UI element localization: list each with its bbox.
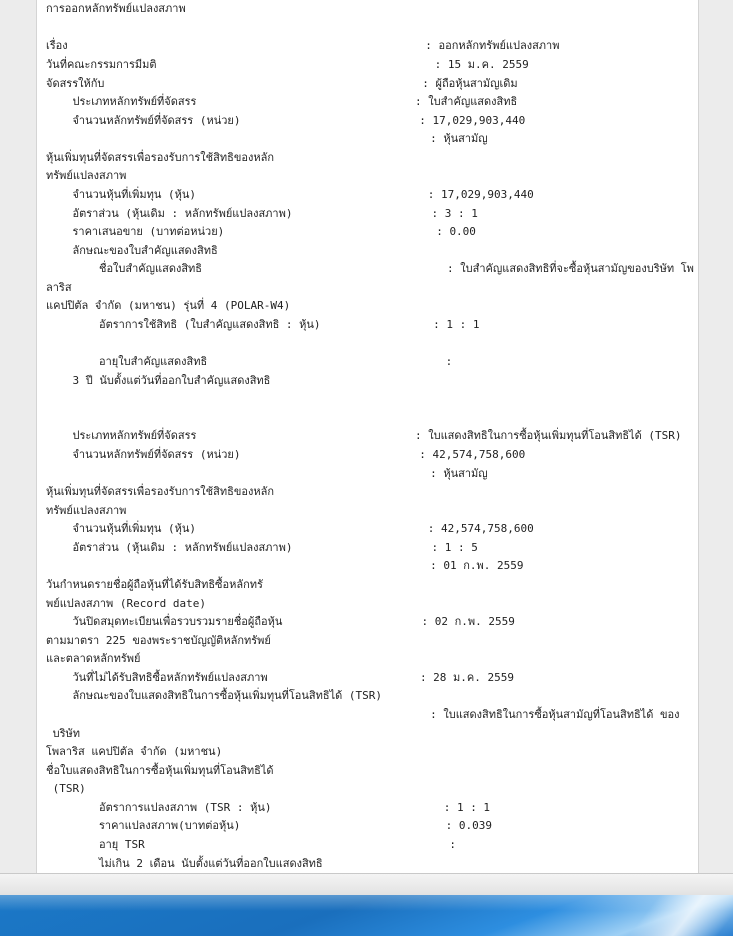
doc-line: จำนวนหุ้นที่เพิ่มทุน (หุ้น) : 17,029,903,440 [46, 188, 534, 201]
doc-line: ราคาแปลงสภาพ(บาทต่อหุ้น) : 0.039 [46, 819, 493, 832]
doc-line: : 01 ก.พ. 2559 [46, 559, 524, 572]
doc-line: และตลาดหลักทรัพย์ [46, 652, 141, 665]
doc-line: ประเภทหลักทรัพย์ที่จัดสรร : ใบสำคัญแสดงสิทธิ [46, 95, 518, 108]
doc-line: : หุ้นสามัญ [46, 132, 488, 145]
doc-line: วันที่คณะกรรมการมีมติ : 15 ม.ค. 2559 [46, 58, 529, 71]
doc-line: (TSR) [46, 782, 86, 795]
doc-line: อัตราส่วน (หุ้นเดิม : หลักทรัพย์แปลงสภาพ) : 3 : 1 [46, 207, 478, 220]
doc-line: ทรัพย์แปลงสภาพ [46, 169, 127, 182]
doc-line: ไม่เกิน 2 เดือน นับตั้งแต่วันที่ออกใบแสดงสิทธิ [46, 857, 323, 870]
doc-line: : ใบแสดงสิทธิในการซื้อหุ้นสามัญที่โอนสิทธิได้ ของ [46, 708, 680, 721]
doc-line: เรื่อง : ออกหลักทรัพย์แปลงสภาพ [46, 39, 560, 52]
doc-line: วันกำหนดรายชื่อผู้ถือหุ้นที่ได้รับสิทธิซื้อหลักทรั [46, 578, 263, 591]
horizontal-scrollbar[interactable] [0, 873, 733, 895]
doc-line: พย์แปลงสภาพ (Record date) [46, 597, 206, 610]
doc-line: ลักษณะของใบสำคัญแสดงสิทธิ [46, 244, 218, 257]
doc-line: ทรัพย์แปลงสภาพ [46, 504, 127, 517]
doc-line: โพลาริส แคปปิตัล จำกัด (มหาชน) [46, 745, 223, 758]
doc-line: บริษัท [46, 727, 81, 740]
doc-line: จำนวนหลักทรัพย์ที่จัดสรร (หน่วย) : 42,574,758,600 [46, 448, 526, 461]
taskbar-highlight [608, 895, 733, 936]
doc-line: อายุ TSR : [46, 838, 456, 851]
doc-line: ราคาเสนอขาย (บาทต่อหน่วย) : 0.00 [46, 225, 476, 238]
doc-line: 3 ปี นับตั้งแต่วันที่ออกใบสำคัญแสดงสิทธิ [46, 374, 271, 387]
doc-line: อายุใบสำคัญแสดงสิทธิ : [46, 355, 453, 368]
doc-line: อัตราส่วน (หุ้นเดิม : หลักทรัพย์แปลงสภาพ) : 1 : 5 [46, 541, 478, 554]
doc-line: : หุ้นสามัญ [46, 467, 488, 480]
doc-line: ชื่อใบแสดงสิทธิในการซื้อหุ้นเพิ่มทุนที่โอนสิทธิได้ [46, 764, 274, 777]
doc-line: ลักษณะของใบแสดงสิทธิในการซื้อหุ้นเพิ่มทุนที่โอนสิทธิได้ (TSR) [46, 689, 382, 702]
taskbar [0, 895, 733, 936]
doc-line: วันปิดสมุดทะเบียนเพื่อรวบรวมรายชื่อผู้ถือหุ้น : 02 ก.พ. 2559 [46, 615, 515, 628]
doc-line: หุ้นเพิ่มทุนที่จัดสรรเพื่อรองรับการใช้สิทธิของหลัก [46, 485, 274, 498]
doc-line: หุ้นเพิ่มทุนที่จัดสรรเพื่อรองรับการใช้สิทธิของหลัก [46, 151, 274, 164]
doc-line: การออกหลักทรัพย์แปลงสภาพ [46, 2, 186, 15]
doc-line: ตามมาตรา 225 ของพระราชบัญญัติหลักทรัพย์ [46, 634, 271, 647]
doc-line: ลาริส [46, 281, 72, 294]
doc-line: แคปปิตัล จำกัด (มหาชน) รุ่นที่ 4 (POLAR-W4) [46, 299, 291, 312]
doc-line: วันที่ไม่ได้รับสิทธิซื้อหลักทรัพย์แปลงสภาพ : 28 ม.ค. 2559 [46, 671, 515, 684]
doc-line: อัตราการแปลงสภาพ (TSR : หุ้น) : 1 : 1 [46, 801, 491, 814]
doc-line: อัตราการใช้สิทธิ (ใบสำคัญแสดงสิทธิ : หุ้น) : 1 : 1 [46, 318, 480, 331]
doc-line: จำนวนหลักทรัพย์ที่จัดสรร (หน่วย) : 17,029,903,440 [46, 114, 526, 127]
doc-line: จัดสรรให้กับ : ผู้ถือหุ้นสามัญเดิม [46, 77, 518, 90]
doc-line: ชื่อใบสำคัญแสดงสิทธิ : ใบสำคัญแสดงสิทธิที่จะซื้อหุ้นสามัญของบริษัท โพ [46, 262, 694, 275]
document-page [36, 0, 699, 873]
doc-line: จำนวนหุ้นที่เพิ่มทุน (หุ้น) : 42,574,758,600 [46, 522, 534, 535]
doc-line: ประเภทหลักทรัพย์ที่จัดสรร : ใบแสดงสิทธิในการซื้อหุ้นเพิ่มทุนที่โอนสิทธิได้ (TSR) [46, 429, 682, 442]
